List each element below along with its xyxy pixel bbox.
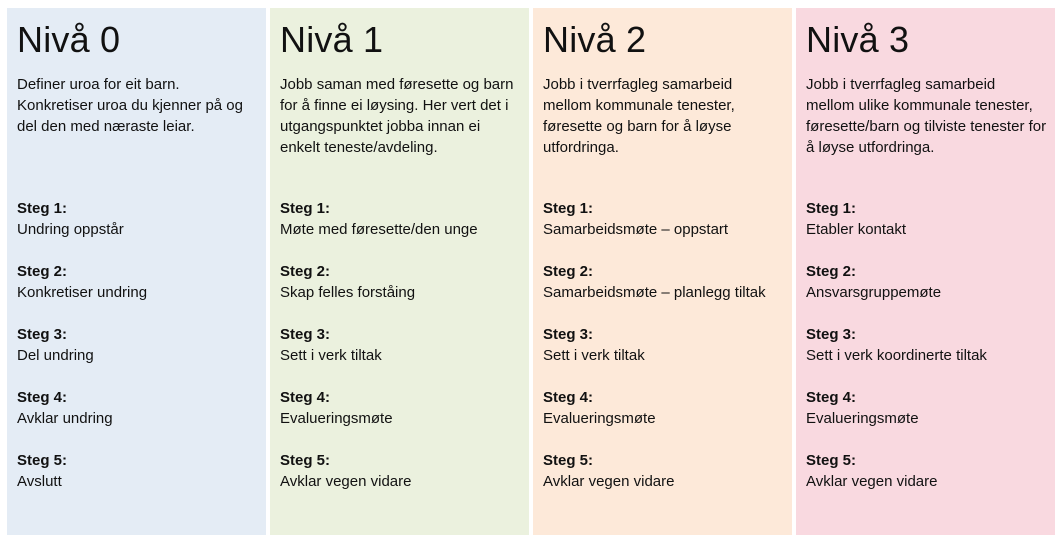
step-label: Steg 1: (17, 200, 68, 217)
step-4 (17, 387, 258, 450)
step-text: Del undring (17, 347, 94, 364)
level-column-1 (270, 8, 529, 535)
step-label: Steg 3: (543, 326, 594, 343)
step-label: Steg 3: (806, 326, 857, 343)
step-text: Undring oppstår (17, 221, 124, 238)
step-label: Steg 5: (17, 452, 68, 469)
step-text: Ansvarsgruppemøte (806, 284, 942, 301)
step-3 (17, 324, 258, 387)
step-label: Steg 5: (806, 452, 857, 469)
step-1 (806, 198, 1047, 261)
level-title: Nivå 1 (280, 19, 384, 60)
level-description: Jobb i tverrfagleg samarbeid mellom kommunale tenester, føresette og barn for å løyse utfordringa. (543, 76, 735, 156)
step-3 (280, 324, 521, 387)
level-description: Definer uroa for eit barn. Konkretiser uroa du kjenner på og del den med næraste leiar. (17, 76, 243, 135)
step-label: Steg 4: (806, 389, 857, 406)
level-title: Nivå 2 (543, 19, 647, 60)
level-description: Jobb saman med føresette og barn for å finne ei løysing. Her vert det i utgangspunktet jobba innan ei enkelt teneste/avdeling. (280, 76, 514, 156)
step-1 (543, 198, 784, 261)
level-title: Nivå 3 (806, 19, 910, 60)
step-1 (280, 198, 521, 261)
step-text: Sett i verk koordinerte tiltak (806, 347, 987, 364)
step-2 (543, 261, 784, 324)
level-column-0 (7, 8, 266, 535)
step-1 (17, 198, 258, 261)
step-text: Møte med føresette/den unge (280, 221, 478, 238)
step-text: Evalueringsmøte (806, 410, 919, 427)
step-label: Steg 2: (806, 263, 857, 280)
step-5 (17, 450, 258, 513)
level-title: Nivå 0 (17, 19, 121, 60)
level-description: Jobb i tverrfagleg samarbeid mellom ulike kommunale tenester, føresette/barn og tilviste tenester for å løyse utfordringa. (806, 76, 1047, 156)
step-label: Steg 3: (280, 326, 331, 343)
step-label: Steg 1: (280, 200, 331, 217)
step-label: Steg 2: (280, 263, 331, 280)
step-label: Steg 5: (543, 452, 594, 469)
step-label: Steg 4: (543, 389, 594, 406)
step-3 (543, 324, 784, 387)
step-text: Samarbeidsmøte – planlegg tiltak (543, 284, 766, 301)
step-label: Steg 1: (543, 200, 594, 217)
step-5 (806, 450, 1047, 513)
step-text: Sett i verk tiltak (280, 347, 382, 364)
step-4 (543, 387, 784, 450)
step-label: Steg 1: (806, 200, 857, 217)
step-text: Skap felles forståing (280, 284, 416, 301)
step-text: Etabler kontakt (806, 221, 907, 238)
step-label: Steg 2: (17, 263, 68, 280)
step-4 (806, 387, 1047, 450)
step-text: Evalueringsmøte (280, 410, 393, 427)
step-2 (17, 261, 258, 324)
level-column-2 (533, 8, 792, 535)
step-2 (806, 261, 1047, 324)
step-text: Avklar vegen vidare (543, 473, 675, 490)
levels-board (7, 8, 1057, 535)
step-label: Steg 2: (543, 263, 594, 280)
step-5 (543, 450, 784, 513)
step-text: Avslutt (17, 473, 62, 490)
step-label: Steg 4: (17, 389, 68, 406)
step-text: Samarbeidsmøte – oppstart (543, 221, 729, 238)
step-text: Avklar vegen vidare (806, 473, 938, 490)
step-label: Steg 3: (17, 326, 68, 343)
step-4 (280, 387, 521, 450)
step-2 (280, 261, 521, 324)
step-text: Evalueringsmøte (543, 410, 656, 427)
step-3 (806, 324, 1047, 387)
step-label: Steg 4: (280, 389, 331, 406)
step-text: Avklar vegen vidare (280, 473, 412, 490)
step-label: Steg 5: (280, 452, 331, 469)
step-text: Sett i verk tiltak (543, 347, 645, 364)
step-text: Avklar undring (17, 410, 113, 427)
level-column-3 (796, 8, 1055, 535)
step-5 (280, 450, 521, 513)
step-text: Konkretiser undring (17, 284, 148, 301)
